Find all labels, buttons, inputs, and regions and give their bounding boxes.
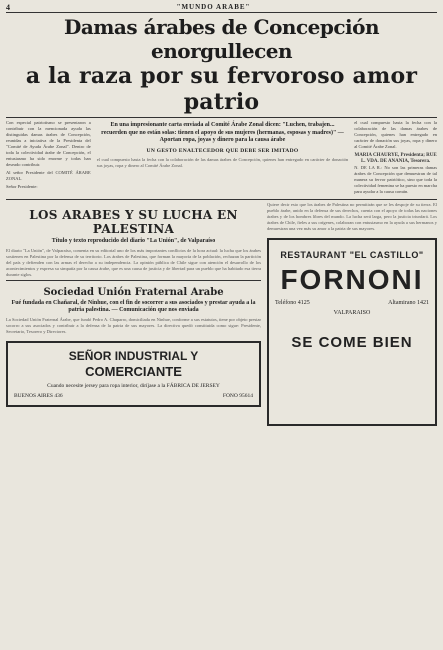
top-left-closing-2: Señor Presidente: bbox=[6, 184, 38, 189]
main-headline bbox=[6, 15, 437, 115]
running-head bbox=[6, 2, 437, 13]
headline-line-1: Damas árabes de Concepción enorgullecen bbox=[63, 15, 380, 63]
top-left-closing: Al señor Presidente del COMITÉ ÁRABE ZONAL. bbox=[6, 170, 91, 181]
jersey-ad bbox=[6, 341, 261, 407]
top-center-column bbox=[97, 120, 348, 197]
fornoni-contact bbox=[275, 300, 429, 306]
top-center-body bbox=[97, 157, 348, 169]
fornoni-address: Altamirano 1421 bbox=[388, 300, 429, 306]
palestina-body bbox=[6, 248, 261, 278]
top-signature: MARIA CHAURYE, Presidenta; RUE L. VDA. DE ANANIA, Tesorera. bbox=[354, 153, 437, 164]
paper-name: "MUNDO ARABE" bbox=[176, 3, 251, 11]
palestina-subtitle: Título y texto reproducido del diario "La Unión", de Valparaíso bbox=[51, 238, 216, 244]
jersey-ad-phone: FONO 95614 bbox=[222, 392, 253, 399]
jersey-ad-footer bbox=[14, 393, 253, 399]
top-center-text: el cual compuesto hasta la fecha con la colaboración de las damas árabes de Concepción, quienes han entregado en carácter de donación sus joyas, ropa y dinero al Comité Árabe Zonal. bbox=[96, 156, 349, 168]
top-subhead: UN GESTO ENALTECEDOR QUE DEBE SER IMITADO bbox=[146, 147, 299, 154]
right-columns-body bbox=[267, 202, 437, 232]
lower-section bbox=[6, 202, 437, 426]
page-number: 4 bbox=[6, 2, 10, 12]
jersey-ad-line-2: COMERCIANTE bbox=[85, 363, 182, 379]
lower-left bbox=[6, 202, 261, 426]
fornoni-slogan: SE COME BIEN bbox=[291, 334, 413, 351]
fornoni-brand: FORNONI bbox=[280, 264, 424, 295]
sociedad-title: Sociedad Unión Fraternal Arabe bbox=[43, 286, 224, 298]
palestina-title: LOS ARABES Y SU LUCHA EN PALESTINA bbox=[29, 208, 238, 236]
headline-line-2: a la raza por su fervoroso amor patrio bbox=[25, 63, 418, 115]
top-right-text: el cual compuesto hasta la fecha con la colaboración de las damas árabes de Concepción, quienes han entregado en carácter de donación sus joyas, ropa y dinero al Comité Árabe Zonal. bbox=[354, 120, 437, 149]
fornoni-ad bbox=[267, 238, 437, 426]
fornoni-city: VALPARAISO bbox=[333, 310, 371, 316]
jersey-ad-text: Cuando necesite jersey para ropa interior, diríjase a la FÁBRICA DE JERSEY bbox=[47, 382, 220, 389]
top-left-text: Con especial patriotismo se presentaron a contribuir con la mencionada ayuda las distinguidas damas árabes de Concepción, reunidas a iniciativa de la Presidenta del "Comité de Ayuda Árabe Zonal". Dentro de toda la colectividad árabe de Concepción, el entusiasmo ha sido enorme y todas han deseado contribuir. bbox=[6, 120, 91, 167]
sociedad-text: La Sociedad Unión Fraternal Árabe, que fundó Pedro A. Chaparro, domiciliada en Ninhue, conforme a sus estatutos, tiene por objeto prestar socorro a sus asociados y contribuir a la defensa de la patria de sus mayores. La directiva quedó constituida como sigue: Presidente, Secretario, Tesorero y Directores. bbox=[6, 316, 261, 334]
top-right-column bbox=[354, 120, 437, 197]
fornoni-phone: Teléfono 4125 bbox=[275, 300, 310, 306]
top-left-column bbox=[6, 120, 91, 197]
lower-right bbox=[267, 202, 437, 426]
top-deck: En una impresionante carta enviada al Comité Árabe Zonal dicen: "Luchen, trabajen... recuerden que no están solas: tienen el apoyo de sus mujeres (hermanas, esposas y madres)" — Aportan ropa, joyas y dinero para la causa árabe bbox=[101, 122, 344, 143]
restaurant-name: RESTAURANT "EL CASTILLO" bbox=[280, 250, 424, 260]
right-columns-text: Quiere decir esto que los árabes de Palestina no permitirán que se les despoje de su tierra. El pueblo árabe, unido en la defensa de sus derechos, cuenta con el apoyo de todas las naciones árabes y de los hombres libres del mundo. La lucha será larga, pero la justicia triunfará. Los árabes de Chile, fieles a sus orígenes, colaboran con entusiasmo en la ayuda a sus hermanos y demuestran una vez más su amor a la patria de sus mayores. bbox=[267, 202, 437, 231]
top-right-note: N. DE LA R.: No son las primeras damas árabes de Concepción que demuestran de tal manera su fervor patriótico, sino que toda la colectividad femenina se ha puesto en marcha para ayudar a la causa común. bbox=[354, 165, 437, 194]
sociedad-deck: Fué fundada en Chañaral, de Ninhue, con el fin de socorrer a sus asociados y prestar ayuda a la patria palestina. — Comunicación que nos enviada bbox=[11, 299, 256, 313]
palestina-text: El diario "La Unión", de Valparaíso, comenta en su editorial uno de los más importantes conflictos de la hora actual: la lucha que los árabes sostienen en Palestina por la defensa de su territorio. Los árabes de Palestina, que forman la mayoría de la población, rechazan la partición del país y defienden con las armas el derecho a su independencia. La opinión pública de Chile sigue con atención el desarrollo de los acontecimientos y expresa su simpatía por la causa árabe, que es una causa de justicia y de libertad para un pueblo que ha habitado esa tierra durante siglos. bbox=[6, 247, 261, 277]
sociedad-body bbox=[6, 317, 261, 335]
top-article bbox=[6, 120, 437, 197]
jersey-ad-address: BUENOS AIRES 436 bbox=[14, 392, 63, 399]
jersey-ad-line-1: SEÑOR INDUSTRIAL Y bbox=[68, 348, 199, 363]
